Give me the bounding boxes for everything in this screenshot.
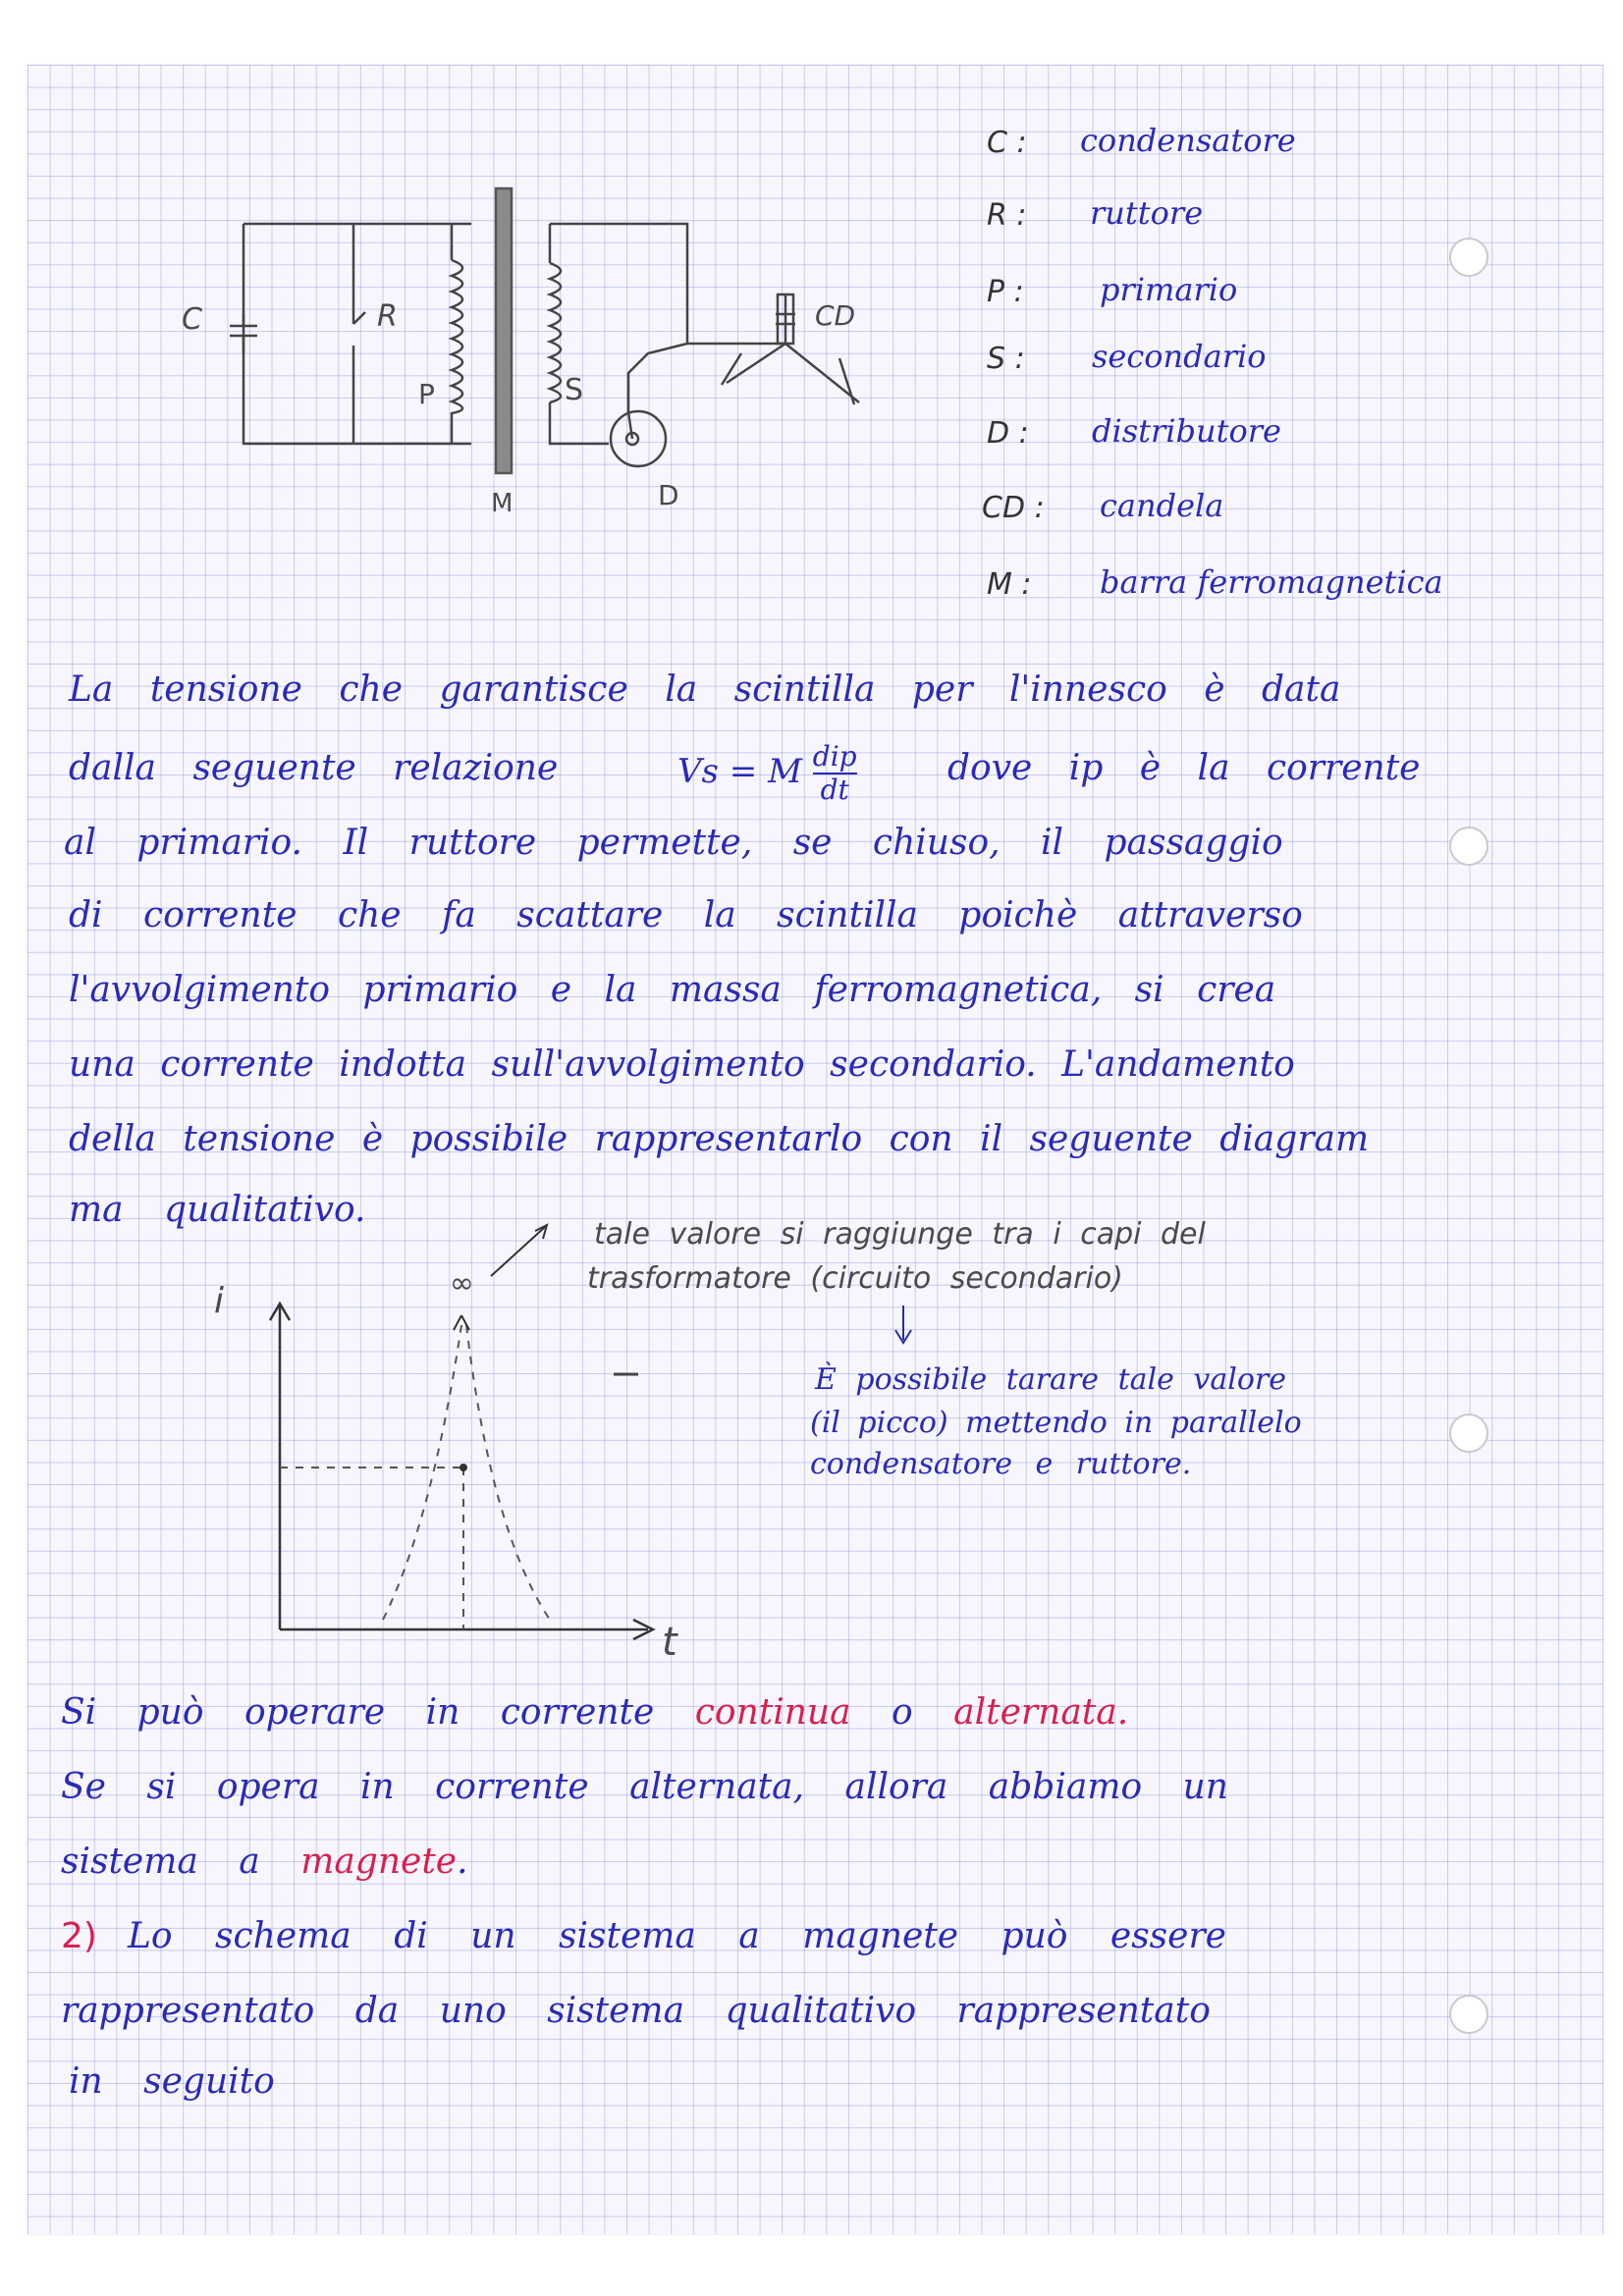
highlight-magnete: magnete [300, 1842, 458, 1882]
text-line: ma qualitativo. [69, 1190, 366, 1230]
text-line: in seguito [69, 2061, 275, 2102]
text-segment: . [1116, 1692, 1129, 1733]
label-R: R [377, 299, 398, 334]
text-line: al primario. Il ruttore permette, se chiuso, il passaggio [64, 823, 1283, 863]
text-line: una corrente indotta sull'avvolgimento secondario. L'andamento [69, 1044, 1295, 1085]
graph-note-2: condensatore e ruttore. [810, 1447, 1192, 1481]
text-line: l'avvolgimento primario e la massa ferromagnetica, si crea [69, 970, 1276, 1010]
legend-key: R : [987, 198, 1027, 233]
graph-note-2: (il picco) mettendo in parallelo [810, 1406, 1302, 1440]
text-line: dove ip è la corrente [947, 748, 1421, 788]
binder-hole [1449, 1414, 1488, 1453]
text-line: La tensione che garantisce la scintilla per l'innesco è data [69, 669, 1341, 710]
formula-lhs: Vs = [677, 752, 758, 792]
text-line: Lo schema di un sistema a magnete può essere [128, 1916, 1226, 1956]
axis-label-t: t [662, 1620, 677, 1665]
text-line [61, 1842, 468, 1882]
highlight-continua: continua [694, 1692, 851, 1733]
formula-denominator: dt [820, 774, 849, 807]
binder-hole [1449, 238, 1488, 277]
legend-value: primario [1100, 271, 1238, 308]
legend-key: M : [987, 567, 1032, 602]
legend-value: ruttore [1090, 194, 1204, 232]
text-line [61, 1692, 1128, 1733]
legend-value: condensatore [1080, 122, 1296, 159]
legend-value: distributore [1092, 412, 1281, 450]
text-line: dalla seguente relazione [69, 748, 559, 788]
legend-value: candela [1100, 487, 1224, 524]
legend-value: barra ferromagnetica [1100, 563, 1443, 601]
legend-key: D : [987, 416, 1029, 451]
legend-key: CD : [982, 491, 1045, 525]
binder-hole [1449, 827, 1488, 866]
text-line: di corrente che fa scattare la scintilla poichè attraverso [69, 895, 1303, 935]
text-segment: sistema a [61, 1842, 260, 1882]
legend-value: secondario [1092, 338, 1267, 375]
label-P: P [418, 378, 435, 410]
text-line: Se si opera in corrente alternata, allora abbiamo un [61, 1767, 1228, 1807]
binder-hole [1449, 1995, 1488, 2034]
label-CD: CD [815, 299, 856, 332]
item-number: 2) [61, 1916, 97, 1956]
text-segment: o [892, 1692, 913, 1733]
label-S: S [565, 373, 584, 407]
label-D: D [658, 479, 679, 511]
label-M: M [491, 489, 514, 518]
formula-coef: M [768, 752, 802, 792]
graph-note-2: È possibile tarare tale valore [815, 1362, 1286, 1397]
legend-key: C : [987, 126, 1027, 160]
axis-label-i: i [214, 1281, 225, 1321]
legend-key: P : [987, 275, 1024, 309]
text-segment: . [457, 1842, 468, 1882]
formula-numerator: dip [813, 741, 857, 774]
text-line: della tensione è possibile rappresentarlo con il seguente diagram [69, 1119, 1370, 1159]
peak-label: ∞ [450, 1266, 474, 1301]
graph-note-1: tale valore si raggiunge tra i capi del [594, 1217, 1206, 1252]
label-C: C [182, 302, 202, 337]
text-segment: Si può operare in corrente [61, 1692, 655, 1733]
highlight-alternata: alternata [953, 1692, 1117, 1733]
legend-key: S : [987, 342, 1025, 376]
graph-note-1: trasformatore (circuito secondario) [587, 1261, 1123, 1296]
formula [677, 741, 857, 806]
text-line: rappresentato da uno sistema qualitativo rappresentato [61, 1991, 1211, 2031]
